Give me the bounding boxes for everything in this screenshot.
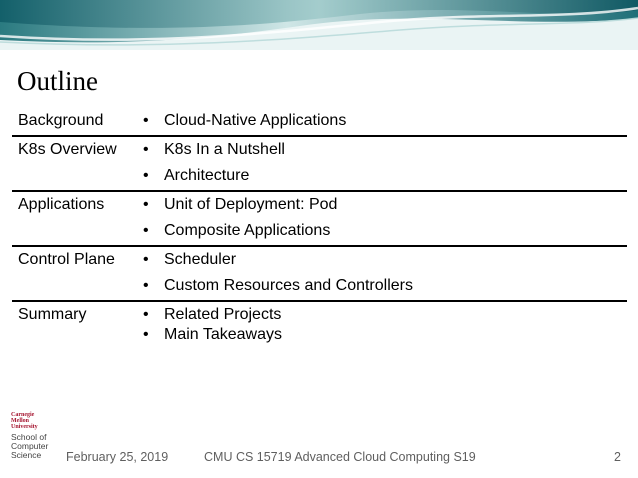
- bullet-item: Unit of Deployment: Pod: [164, 195, 338, 213]
- bullet-icon: •: [143, 222, 149, 239]
- bullet-icon: •: [143, 305, 149, 323]
- section-k8s-overview: [12, 137, 627, 192]
- bullet-icon: •: [143, 167, 149, 184]
- section-label: Summary: [18, 305, 87, 323]
- header-banner: [0, 0, 638, 50]
- slide-title: Outline: [17, 66, 98, 96]
- outline-table: [12, 108, 627, 343]
- section-label: K8s Overview: [18, 140, 117, 158]
- bullet-item: Composite Applications: [164, 222, 331, 239]
- bullet-item: Custom Resources and Controllers: [164, 277, 413, 294]
- logo-university-name: Carnegie Mellon University: [11, 412, 38, 431]
- section-label: Control Plane: [18, 250, 115, 268]
- bullet-icon: •: [143, 140, 149, 158]
- section-background: [12, 108, 627, 137]
- cmu-scs-logo: [11, 412, 51, 460]
- footer-course: CMU CS 15719 Advanced Cloud Computing S19: [204, 450, 476, 464]
- page-number: 2: [614, 450, 621, 464]
- section-label: Applications: [18, 195, 105, 213]
- bullet-icon: •: [143, 112, 149, 129]
- section-applications: [12, 192, 627, 247]
- section-label: Background: [18, 112, 104, 129]
- footer-date: February 25, 2019: [66, 450, 169, 464]
- bullet-item: Scheduler: [164, 250, 237, 268]
- bullet-item: Related Projects: [164, 305, 282, 323]
- bullet-item: Cloud-Native Applications: [164, 112, 347, 129]
- bullet-icon: •: [143, 195, 149, 213]
- bullet-icon: •: [143, 250, 149, 268]
- bullet-icon: •: [143, 326, 149, 343]
- bullet-icon: •: [143, 277, 149, 294]
- bullet-item: Architecture: [164, 167, 250, 184]
- section-control-plane: [12, 247, 627, 302]
- bullet-item: Main Takeaways: [164, 326, 282, 343]
- logo-school-name: School of Computer Science: [11, 431, 49, 460]
- bullet-item: K8s In a Nutshell: [164, 140, 285, 158]
- section-summary: [12, 302, 627, 343]
